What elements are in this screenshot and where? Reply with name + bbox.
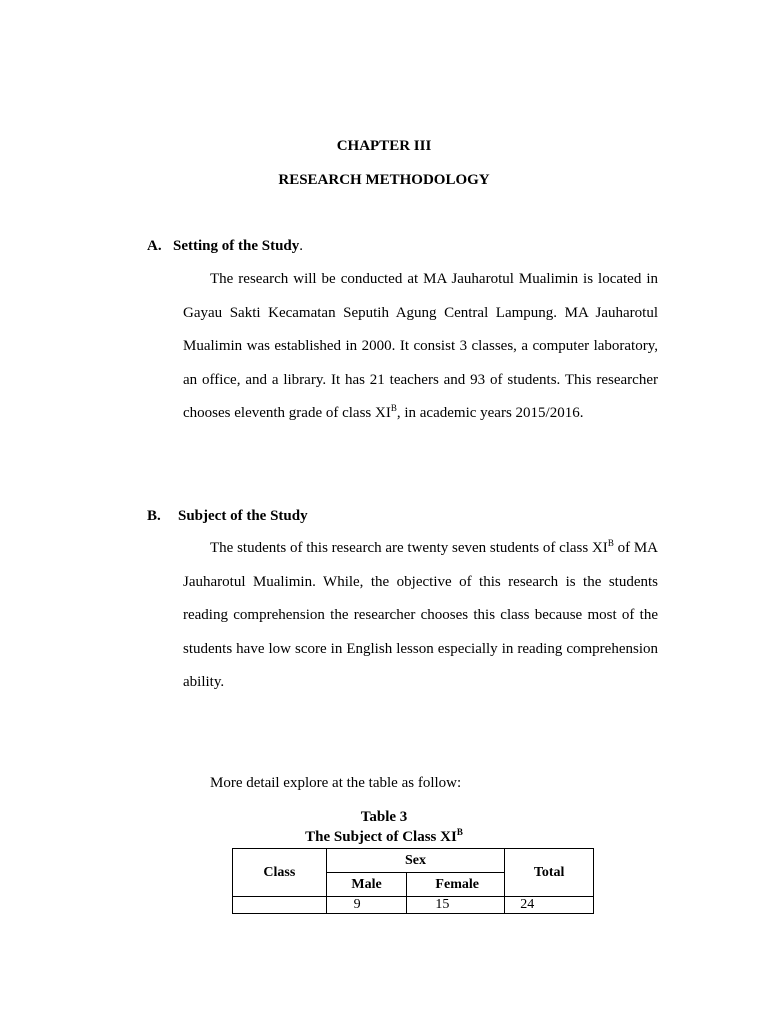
- section-a-superscript: B: [390, 403, 397, 414]
- chapter-number: CHAPTER III: [336, 138, 432, 154]
- chapter-title: RESEARCH METHODOLOGY: [278, 172, 490, 188]
- section-b-title: Subject of the Study: [178, 508, 308, 524]
- table-row: [233, 897, 594, 914]
- section-a-title-suffix: .: [299, 238, 304, 254]
- cell-male: 9: [326, 897, 407, 914]
- cell-total: 24: [505, 897, 594, 914]
- table-caption-superscript: B: [456, 827, 463, 837]
- subject-table: [232, 848, 594, 914]
- header-total: Total: [505, 849, 594, 897]
- section-b-heading: [147, 508, 308, 525]
- table-intro: More detail explore at the table as follow:: [210, 775, 462, 791]
- table-header-row-1: [233, 849, 594, 873]
- section-b-letter: B.: [147, 508, 161, 524]
- section-a-heading: [147, 238, 303, 255]
- section-a-title: Setting of the Study: [173, 238, 300, 254]
- header-female: Female: [407, 873, 505, 897]
- header-class: Class: [233, 849, 327, 897]
- section-b-superscript: B: [607, 538, 614, 548]
- header-sex: Sex: [326, 849, 505, 873]
- header-male: Male: [326, 873, 407, 897]
- table-caption-number: Table 3: [360, 809, 408, 825]
- section-a-text: The research will be conducted at MA Jauharotul Mualimin is located in Gayau Sakti Kecamatan Seputih Agung Central Lampung. MA Jauharotul Mualimin was established in 2000. It consist 3 classes, a computer laboratory, an office, and a library. It has 21 teachers and 93 of students. This researcher chooses eleventh grade of class XI: [183, 271, 658, 422]
- cell-female: 15: [407, 897, 505, 914]
- section-b-text-end: of MA Jauharotul Mualimin. While, the objective of this research is the students reading comprehension the researcher chooses this class because most of the students have low score in English lesson especially in reading comprehension ability.: [183, 540, 658, 691]
- section-a-letter: A.: [147, 238, 162, 254]
- table-caption-title: [0, 829, 768, 846]
- section-a-paragraph: [183, 263, 658, 431]
- table-caption-text: The Subject of Class XI: [305, 829, 457, 845]
- section-a-text-end: , in academic years 2015/2016.: [396, 405, 584, 422]
- section-b-text: The students of this research are twenty seven students of class XI: [210, 540, 608, 556]
- cell-class: [233, 897, 327, 914]
- section-b-paragraph: [183, 532, 658, 700]
